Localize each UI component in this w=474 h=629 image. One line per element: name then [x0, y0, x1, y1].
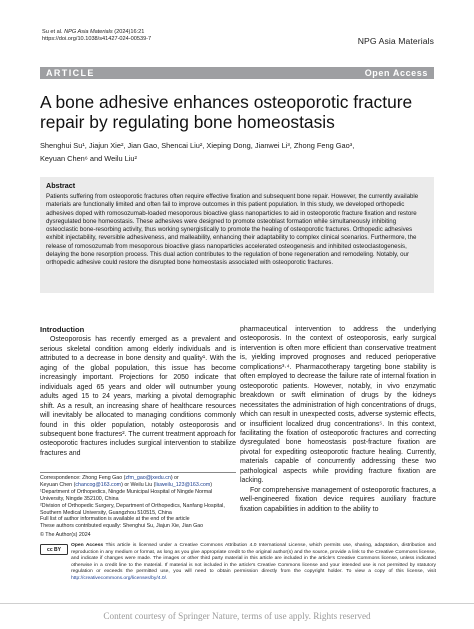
doi-link[interactable]: https://doi.org/10.1038/s41427-024-00539-7 [42, 36, 152, 43]
journal-name: NPG Asia Materials [357, 36, 434, 46]
introduction-paragraph: Osteoporosis has recently emerged as a prevalent and serious skeletal condition among elderly individuals and is attributed to a decrease in bone density and quality¹. With the aging of the global population, this issue has become increasingly important. Projections for 2050 indicate that individuals aged 65 years and older will outnumber young adults aged 15 to 24 years, marking a pivotal demographic shift. As a result, an increasing share of healthcare resources will inevitably be allocated to managing conditions commonly found in this older population, notably osteoporosis and subsequent bone fractures². The current treatment approach for osteoporotic fractures includes surgical intervention to stabilize fractures and [40, 336, 236, 457]
correspondence-line-1 [40, 475, 236, 482]
open-access-label: Open Access [364, 68, 428, 78]
open-access-license [40, 543, 436, 582]
correspondence-sep: ) [210, 481, 213, 488]
author-line-2: Keyuan Chen⁶ and Weilu Liu² [40, 154, 137, 163]
citation-authors: Su et al. [42, 29, 65, 35]
license-body: This article is licensed under a Creative Commons Attribution 4.0 International License, which permits use, sharing, adaptation, distribution and reproduction in any medium or format, as long as you give appropriate credit to the original author(s) and the source, provide a link to the Creative Commons license, and indicate if changes were made. The images or other third party material in this article are included in the article's Creative Commons license, unless indicated otherwise in a credit line to the material. If material is not included in the article's Creative Commons license and your intended use is not permitted by statutory regulation or exceeds the permitted use, you will need to obtain permission directly from the copyright holder. To view a copy of this license, visit [71, 543, 437, 574]
introduction-heading: Introduction [40, 325, 85, 334]
citation-header [42, 29, 151, 44]
author-line-1: Shenghui Su¹, Jiajun Xie², Jian Gao, Shencai Liu², Xieping Dong, Jianwei Li³, Zhong Feng Gao³, [40, 141, 355, 150]
correspondence-label: Correspondence: Zhong Feng Gao ( [40, 475, 126, 481]
correspondence-block [40, 472, 236, 530]
equal-contribution-note: These authors contributed equally: Shenghui Su, Jiajun Xie, Jian Gao [40, 523, 204, 530]
author-list [40, 139, 440, 165]
footer-divider [0, 603, 474, 604]
license-end: . [165, 575, 168, 581]
affiliation-note: Full list of author information is available at the end of the article [40, 516, 190, 523]
correspondence-line-2 [40, 482, 236, 489]
citation-line [42, 29, 151, 36]
right-column [240, 325, 436, 514]
abstract-text: Patients suffering from osteoporotic fractures often require effective fixation and subsequent bone repair. However, the currently available materials are functionally limited and often fail to improve outcomes in this patient population. In this study, we developed orthopedic adhesives doped with romosozumab-loaded mesoporous bioactive glass nanoparticles to aid in osteoporotic fracture fixation and restore dysregulated bone homeostasis. These adhesives were designed to promote osteoblast formation while simultaneously inhibiting osteoclastic bone-resorbing activity, thus working synergistically to promote the healing of osteoporotic fractures. Orthopedic adhesives exhibit injectability, reversible adhesiveness, and malleability, enhancing their adaptability to complex clinical scenarios. Furthermore, the release of romosozumab from mesoporous bioactive glass nanoparticles accelerated osteogenesis and inhibited osteoclastogenesis, delaying the bone resorption process. This dual action contributes to the regulation of bone regeneration and remodeling. Notably, our orthopedic adhesive could restore the disrupted bone homeostasis associated with osteoporotic fractures. [46, 193, 419, 266]
copyright-line: © The Author(s) 2024 [40, 532, 91, 538]
affiliation-2: ²Division of Orthopedic Surgery, Department of Orthopedics, Nanfang Hospital, Southern Medical University, Guangzhou 510515, China [40, 502, 225, 516]
email-link[interactable]: liuweilu_123@163.com [155, 481, 211, 488]
license-link[interactable]: http://creativecommons.org/licenses/by/4.0/ [71, 575, 166, 581]
citation-journal: NPG Asia Materials [64, 29, 113, 35]
article-type-label: ARTICLE [46, 68, 95, 78]
courtesy-footer: Content courtesy of Springer Nature, terms of use apply. Rights reserved [103, 611, 371, 621]
abstract-box [40, 177, 434, 293]
citation-volume: (2024)16:21 [112, 29, 145, 35]
affiliation-1: ¹Department of Orthopedics, Ningde Municipal Hospital of Ningde Normal University, Ningde 352100, China [40, 488, 213, 502]
cc-by-icon: cc BY [40, 544, 68, 555]
body-paragraph-2: For comprehensive management of osteoporotic fractures, a well-engineered fixation device requires auxiliary fracture fixation capabilities in addition to the ability to [240, 486, 436, 513]
left-column [40, 325, 236, 458]
license-text [71, 543, 436, 582]
email-link[interactable]: zfm_gao@jxedu.cn [125, 475, 171, 481]
article-banner [40, 67, 434, 79]
email-link[interactable]: chancog@163.com [75, 481, 122, 488]
open-access-heading: Open Access [71, 543, 104, 548]
abstract-heading: Abstract [46, 181, 76, 190]
article-title: A bone adhesive enhances osteoporotic fracture repair by regulating bone homeostasis [40, 92, 413, 132]
body-paragraph-1: pharmaceutical intervention to address the underlying osteoporosis. In the context of osteoporosis, early surgical intervention is often more efficient than conservative treatment is, yielding improved prognoses and reduced perioperative complications³·⁴. Pharmacotherapy targeting bone stability is often employed to decrease the failure rate of internal fixation in osteoporotic patients. However, notably, in vivo enzymatic breakdown or swift elimination of drugs by the kidneys necessitates the administration of high concentrations of drugs, which can result in unexpected costs, adverse systemic effects, or insufficient localized drug concentrations⁵. In this context, facilitating the fixation of osteoporotic fractures and correcting dysregulated bone homeostasis post-fracture fixation are pivotal for expediting osteoporotic fracture healing. Currently, materials capable of concurrently addressing these two pathological aspects while providing fracture fixation are lacking. [240, 326, 436, 485]
correspondence-sep: ) or [170, 475, 179, 481]
correspondence-label: Keyuan Chen ( [40, 481, 76, 488]
correspondence-sep: ) or Weilu Liu ( [121, 481, 156, 488]
